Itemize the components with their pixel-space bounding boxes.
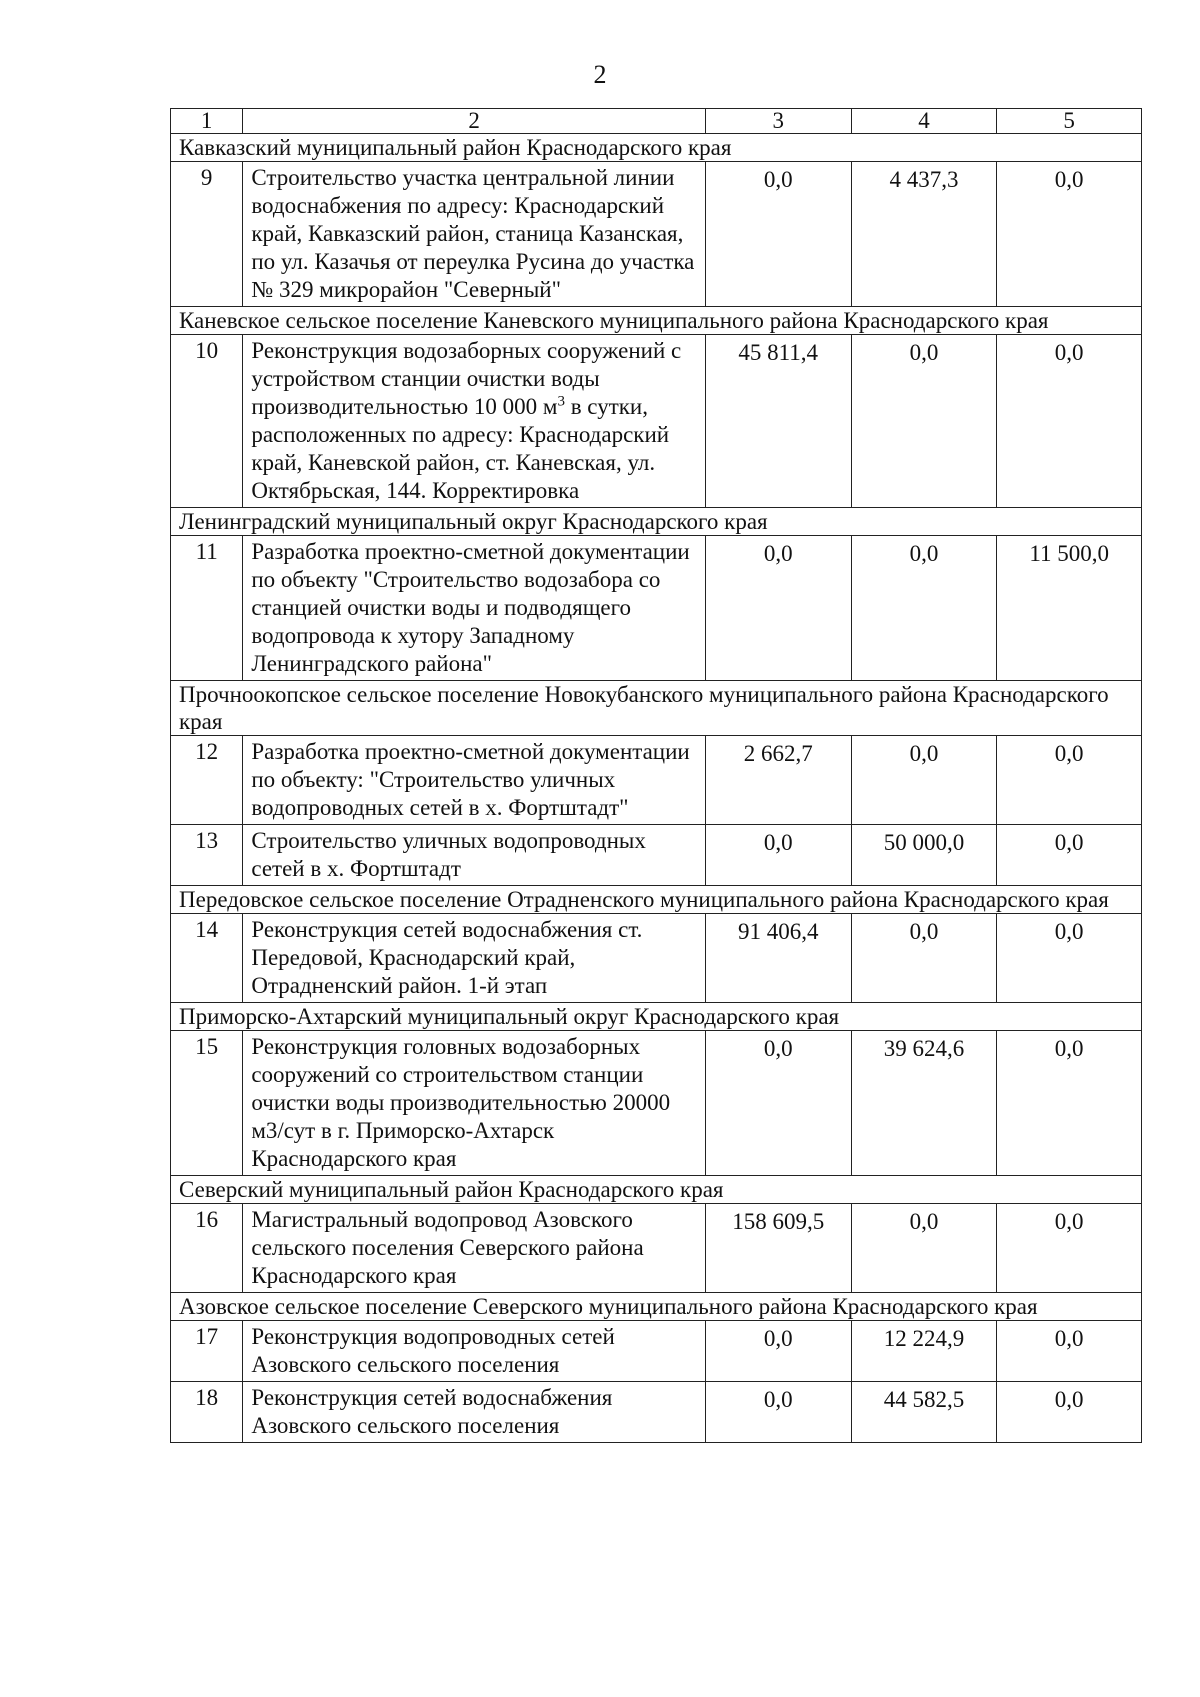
row-number: 11 — [171, 536, 243, 681]
header-cell-1: 1 — [171, 109, 243, 134]
row-description: Магистральный водопровод Азовского сельского поселения Северского района Краснодарского края — [243, 1204, 705, 1293]
header-cell-2: 2 — [243, 109, 705, 134]
section-row — [171, 134, 1142, 162]
header-cell-4: 4 — [851, 109, 997, 134]
section-row — [171, 307, 1142, 335]
section-row — [171, 1176, 1142, 1204]
header-cell-3: 3 — [705, 109, 851, 134]
value-col-3: 0,0 — [705, 536, 851, 681]
table-row — [171, 1321, 1142, 1382]
row-description: Реконструкция водопроводных сетей Азовского сельского поселения — [243, 1321, 705, 1382]
section-title: Азовское сельское поселение Северского муниципального района Краснодарского края — [171, 1293, 1142, 1321]
description-text: Реконструкция водозаборных сооружений с устройством станции очистки воды производительностью 10 000 м — [251, 338, 682, 419]
value-col-5: 0,0 — [997, 335, 1142, 508]
value-col-5: 0,0 — [997, 1382, 1142, 1443]
section-title: Передовское сельское поселение Отрадненского муниципального района Краснодарского края — [171, 886, 1142, 914]
value-col-5: 0,0 — [997, 1204, 1142, 1293]
unit-superscript: 3 — [557, 393, 565, 410]
section-row — [171, 681, 1142, 736]
row-number: 12 — [171, 736, 243, 825]
value-col-4: 0,0 — [851, 914, 997, 1003]
table-row — [171, 825, 1142, 886]
section-title: Каневское сельское поселение Каневского муниципального района Краснодарского края — [171, 307, 1142, 335]
value-col-3: 0,0 — [705, 825, 851, 886]
value-col-3: 91 406,4 — [705, 914, 851, 1003]
value-col-4: 39 624,6 — [851, 1031, 997, 1176]
row-description: Реконструкция головных водозаборных сооружений со строительством станции очистки воды производительностью 20000 м3/сут в г. Приморско-Ахтарск Краснодарского края — [243, 1031, 705, 1176]
section-title: Прочноокопское сельское поселение Новокубанского муниципального района Краснодарского края — [171, 681, 1142, 736]
value-col-4: 0,0 — [851, 335, 997, 508]
page-number: 2 — [593, 60, 607, 89]
value-col-4: 44 582,5 — [851, 1382, 997, 1443]
value-col-5: 0,0 — [997, 825, 1142, 886]
row-number: 18 — [171, 1382, 243, 1443]
row-number: 10 — [171, 335, 243, 508]
header-cell-5: 5 — [997, 109, 1142, 134]
section-title: Приморско-Ахтарский муниципальный округ Краснодарского края — [171, 1003, 1142, 1031]
table-row — [171, 335, 1142, 508]
row-number: 9 — [171, 162, 243, 307]
value-col-4: 0,0 — [851, 736, 997, 825]
value-col-4: 12 224,9 — [851, 1321, 997, 1382]
row-description: Строительство участка центральной линии водоснабжения по адресу: Краснодарский край, Кавказский район, станица Казанская, по ул. Казачья от переулка Русина до участка № 329 микрорайон "Северный" — [243, 162, 705, 307]
table-row — [171, 1031, 1142, 1176]
table-row — [171, 536, 1142, 681]
row-description — [243, 335, 705, 508]
value-col-5: 0,0 — [997, 162, 1142, 307]
value-col-4: 0,0 — [851, 536, 997, 681]
header-row — [171, 109, 1142, 134]
value-col-5: 0,0 — [997, 1321, 1142, 1382]
table-row — [171, 736, 1142, 825]
section-title: Кавказский муниципальный район Краснодарского края — [171, 134, 1142, 162]
row-description: Строительство уличных водопроводных сетей в х. Фортштадт — [243, 825, 705, 886]
value-col-5: 0,0 — [997, 914, 1142, 1003]
value-col-3: 2 662,7 — [705, 736, 851, 825]
value-col-3: 158 609,5 — [705, 1204, 851, 1293]
value-col-3: 0,0 — [705, 162, 851, 307]
section-row — [171, 886, 1142, 914]
row-description: Разработка проектно-сметной документации по объекту: "Строительство уличных водопроводных сетей в х. Фортштадт" — [243, 736, 705, 825]
table-row — [171, 162, 1142, 307]
row-number: 17 — [171, 1321, 243, 1382]
value-col-5: 11 500,0 — [997, 536, 1142, 681]
value-col-3: 0,0 — [705, 1321, 851, 1382]
projects-table — [170, 108, 1142, 1443]
section-title: Северский муниципальный район Краснодарского края — [171, 1176, 1142, 1204]
section-title: Ленинградский муниципальный округ Краснодарского края — [171, 508, 1142, 536]
description-text: в сутки, расположенных по адресу: Краснодарский край, Каневской район, ст. Каневская, ул. Октябрьская, 144. Корректировка — [251, 394, 670, 503]
value-col-5: 0,0 — [997, 1031, 1142, 1176]
table-row — [171, 1204, 1142, 1293]
row-number: 14 — [171, 914, 243, 1003]
table-row — [171, 1382, 1142, 1443]
value-col-3: 0,0 — [705, 1382, 851, 1443]
value-col-4: 50 000,0 — [851, 825, 997, 886]
table-row — [171, 914, 1142, 1003]
section-row — [171, 1293, 1142, 1321]
value-col-4: 4 437,3 — [851, 162, 997, 307]
value-col-4: 0,0 — [851, 1204, 997, 1293]
row-number: 13 — [171, 825, 243, 886]
section-row — [171, 508, 1142, 536]
row-number: 15 — [171, 1031, 243, 1176]
row-description: Разработка проектно-сметной документации по объекту "Строительство водозабора со станцией очистки воды и подводящего водопровода к хутору Западному Ленинградского района" — [243, 536, 705, 681]
row-description: Реконструкция сетей водоснабжения Азовского сельского поселения — [243, 1382, 705, 1443]
row-number: 16 — [171, 1204, 243, 1293]
value-col-5: 0,0 — [997, 736, 1142, 825]
value-col-3: 45 811,4 — [705, 335, 851, 508]
section-row — [171, 1003, 1142, 1031]
row-description: Реконструкция сетей водоснабжения ст. Передовой, Краснодарский край, Отрадненский район. 1-й этап — [243, 914, 705, 1003]
value-col-3: 0,0 — [705, 1031, 851, 1176]
